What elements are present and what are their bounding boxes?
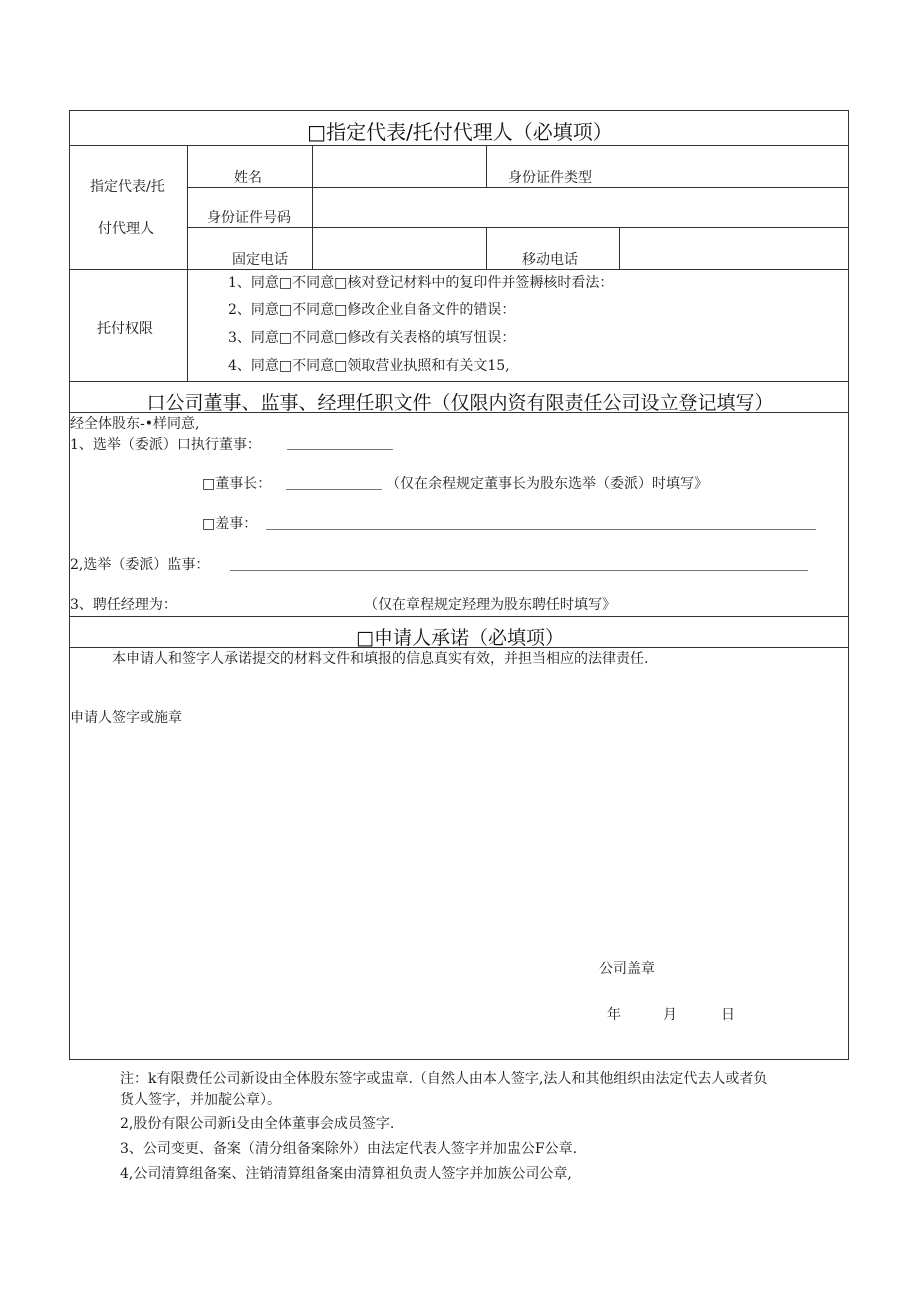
section1-title: □指定代表/托付代理人（必填项） bbox=[307, 120, 613, 144]
chairman-note: （仅在余程规定董事长为股东选举（委派）时填写》 bbox=[386, 476, 708, 492]
rule bbox=[69, 616, 849, 617]
director-field[interactable] bbox=[266, 529, 816, 530]
landline-field[interactable] bbox=[312, 228, 486, 269]
note-1-continued: 货人签字，并加靛公章）。 bbox=[120, 1092, 281, 1108]
section3-title: □申请人承诺（必填项） bbox=[356, 627, 564, 649]
supervisor-field[interactable] bbox=[230, 570, 808, 571]
mobile-field[interactable] bbox=[620, 228, 848, 269]
rule bbox=[486, 145, 487, 188]
rule bbox=[69, 269, 849, 270]
signature-label: 申请人签字或施章 bbox=[70, 710, 182, 726]
director-label: □羞事： bbox=[202, 516, 258, 532]
name-field[interactable] bbox=[312, 146, 486, 187]
rule bbox=[187, 145, 188, 382]
mobile-label: 移动电话 bbox=[522, 252, 578, 268]
month-label: 月 bbox=[663, 1007, 677, 1023]
representative-label-line2: 付代理人 bbox=[98, 221, 154, 237]
note-4: 4,公司清算组备案、注销清算组备案由清算祖负责人签字并加族公司公章, bbox=[120, 1166, 572, 1182]
seal-label: 公司盖章 bbox=[599, 961, 655, 977]
border-bottom bbox=[69, 1059, 849, 1060]
authority-item-1: 1、同意□不同意□核对登记材料中的复印件并签耨核时看法： bbox=[228, 275, 614, 291]
signature-area[interactable] bbox=[70, 730, 848, 950]
id-number-field[interactable] bbox=[312, 188, 848, 227]
executive-director-field[interactable] bbox=[287, 449, 393, 450]
authority-label: 托付权限 bbox=[97, 321, 153, 337]
chairman-label: □董事长： bbox=[202, 476, 272, 492]
authority-item-4: 4、同意□不同意□领取营业执照和有关文15, bbox=[228, 358, 510, 374]
note-1: 注：k有限费任公司新设由全体股东签字或盅章.（自然人由本人签字,法人和其他组织由法定代去人或者负 bbox=[120, 1071, 768, 1087]
rule bbox=[486, 227, 487, 270]
executive-director-label: 1、选举（委派）口执行董事： bbox=[70, 437, 261, 453]
rule bbox=[69, 381, 849, 382]
id-type-field[interactable] bbox=[612, 146, 848, 187]
landline-label: 固定电话 bbox=[232, 252, 288, 268]
section2-intro: 经全体股东-•样同意, bbox=[70, 416, 200, 432]
section2-title: 口公司董事、监事、经理任职文件（仅限内资有限责任公司设立登记填写） bbox=[146, 392, 774, 414]
representative-label-line1: 指定代表/托 bbox=[90, 179, 165, 195]
chairman-field[interactable] bbox=[286, 489, 382, 490]
manager-note: （仅在章程规定羟理为股东聘任时填写》 bbox=[364, 597, 616, 613]
note-3: 3、公司变更、备案（清分组备案除外）由法定代表人签字并加盅公F公章. bbox=[120, 1141, 578, 1157]
authority-item-3: 3、同意□不同意□修改有关表格的填写忸误： bbox=[228, 330, 516, 346]
day-label: 日 bbox=[721, 1007, 735, 1023]
border-right bbox=[848, 110, 849, 1060]
pledge-text: 本申请人和签字人承诺提交的材料文件和填报的信息真实有效，并担当相应的法律责任. bbox=[112, 651, 649, 667]
id-type-label: 身份证件类型 bbox=[508, 170, 592, 186]
supervisor-label: 2,选举（委派）监事： bbox=[70, 557, 210, 573]
note-2: 2,股份有限公司新i殳由全体董事会成员签字. bbox=[120, 1116, 395, 1132]
year-label: 年 bbox=[607, 1007, 621, 1023]
id-number-label: 身份证件号码 bbox=[207, 210, 291, 226]
manager-label: 3、聘任经理为： bbox=[70, 597, 177, 613]
authority-item-2: 2、同意□不同意□修改企业自备文件的错误： bbox=[228, 302, 516, 318]
border-top bbox=[69, 110, 849, 111]
name-label: 姓名 bbox=[234, 170, 262, 186]
